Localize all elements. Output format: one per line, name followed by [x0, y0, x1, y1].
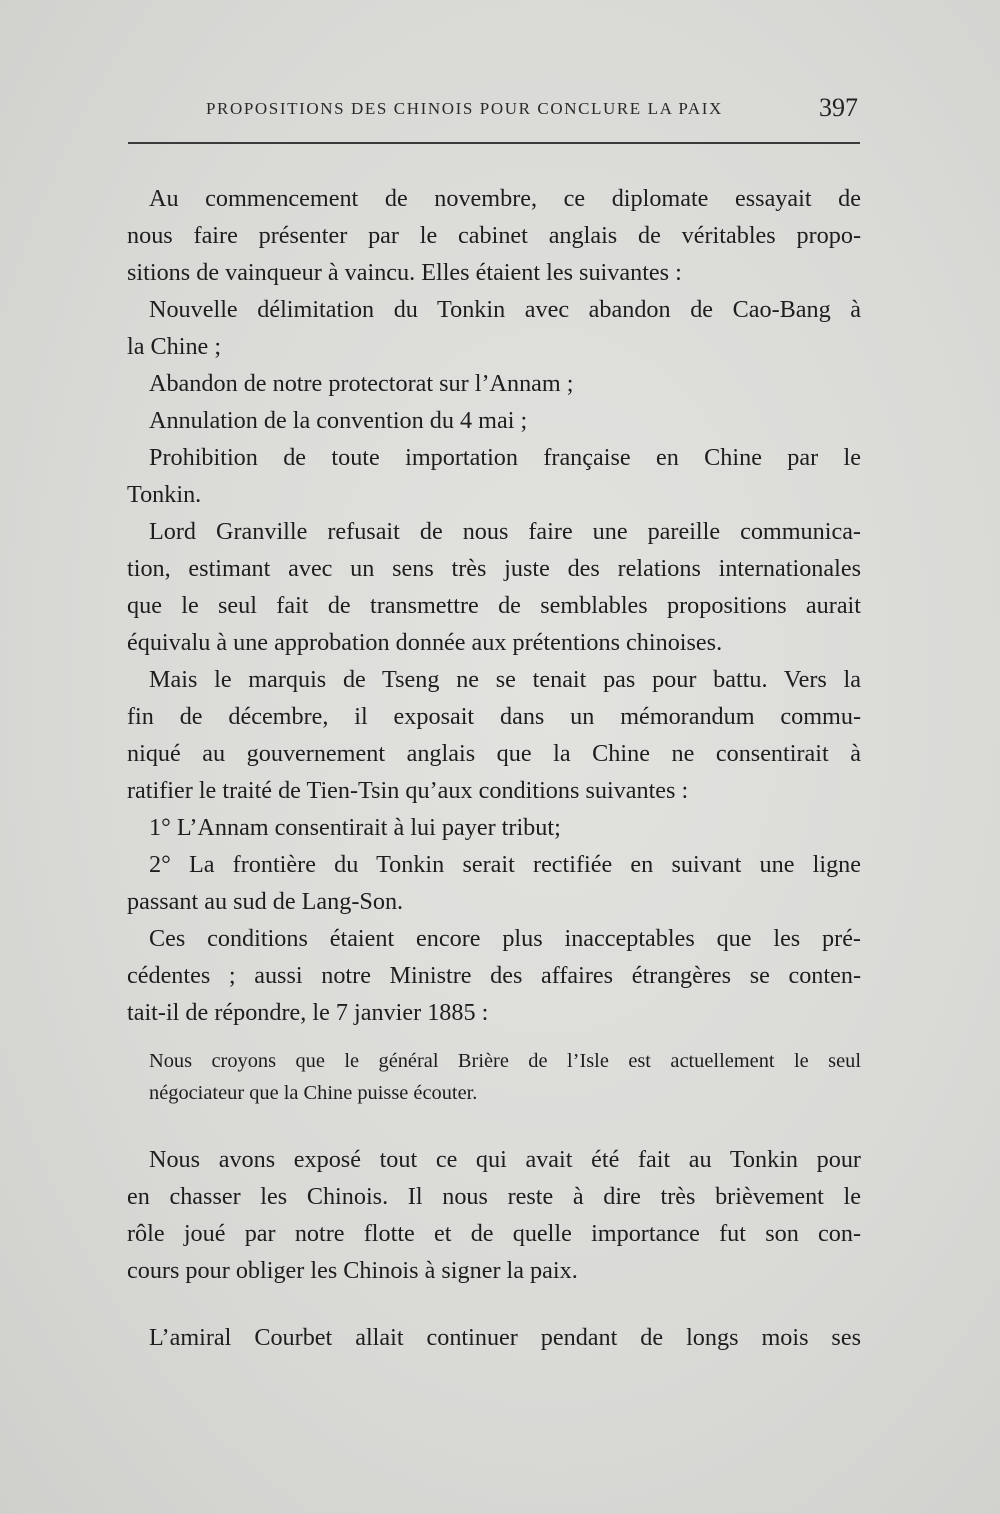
- text-line: 2° La frontière du Tonkin serait rectifiée en suivant une ligne: [149, 851, 861, 878]
- text-line: Au commencement de novembre, ce diplomate essayait de: [149, 185, 861, 212]
- text-line: rôle joué par notre flotte et de quelle importance fut son con-: [127, 1220, 861, 1247]
- text-line: nous faire présenter par le cabinet anglais de véritables propo-: [127, 222, 861, 249]
- text-line: L’amiral Courbet allait continuer pendant de longs mois ses: [149, 1324, 861, 1351]
- body-text: [127, 180, 861, 1356]
- text-line: Lord Granville refusait de nous faire une pareille communica-: [149, 518, 861, 545]
- text-line: équivalu à une approbation donnée aux prétentions chinoises.: [127, 629, 723, 656]
- text-line: Ces conditions étaient encore plus inacceptables que les pré-: [149, 925, 861, 952]
- spacer: [127, 1289, 861, 1319]
- text-line: Mais le marquis de Tseng ne se tenait pas pour battu. Vers la: [149, 666, 861, 693]
- text-line: cours pour obliger les Chinois à signer la paix.: [127, 1257, 578, 1284]
- text-line: Nous avons exposé tout ce qui avait été fait au Tonkin pour: [149, 1146, 861, 1173]
- text-line: niqué au gouvernement anglais que la Chine ne consentirait à: [127, 740, 861, 767]
- text-line: que le seul fait de transmettre de semblables propositions aurait: [127, 592, 861, 619]
- text-line: tait-il de répondre, le 7 janvier 1885 :: [127, 999, 489, 1026]
- text-line: la Chine ;: [127, 333, 222, 360]
- text-line: Prohibition de toute importation française en Chine par le: [149, 444, 861, 471]
- text-line: en chasser les Chinois. Il nous reste à dire très brièvement le: [127, 1183, 861, 1210]
- page-header: [128, 95, 860, 125]
- spacer: [127, 1109, 861, 1141]
- text-line: 1° L’Annam consentirait à lui payer tribut;: [149, 814, 561, 841]
- text-line: Tonkin.: [127, 481, 202, 508]
- text-line: tion, estimant avec un sens très juste des relations internationales: [127, 555, 861, 582]
- text-line: Nouvelle délimitation du Tonkin avec abandon de Cao-Bang à: [149, 296, 861, 323]
- running-title: PROPOSITIONS DES CHINOIS POUR CONCLURE LA PAIX: [206, 99, 723, 118]
- text-line: passant au sud de Lang-Son.: [127, 888, 404, 915]
- text-line: sitions de vainqueur à vaincu. Elles étaient les suivantes :: [127, 259, 682, 286]
- quote-line: négociateur que la Chine puisse écouter.: [149, 1082, 478, 1104]
- page-number: 397: [819, 93, 858, 122]
- quote-block: [149, 1045, 861, 1109]
- text-line: Abandon de notre protectorat sur l’Annam ;: [149, 370, 574, 397]
- header-rule: [128, 142, 860, 144]
- quote-line: Nous croyons que le général Brière de l’Isle est actuellement le seul: [149, 1050, 861, 1072]
- text-line: ratifier le traité de Tien-Tsin qu’aux conditions suivantes :: [127, 777, 689, 804]
- text-line: Annulation de la convention du 4 mai ;: [149, 407, 528, 434]
- text-line: fin de décembre, il exposait dans un mémorandum commu-: [127, 703, 861, 730]
- text-line: cédentes ; aussi notre Ministre des affaires étrangères se conten-: [127, 962, 861, 989]
